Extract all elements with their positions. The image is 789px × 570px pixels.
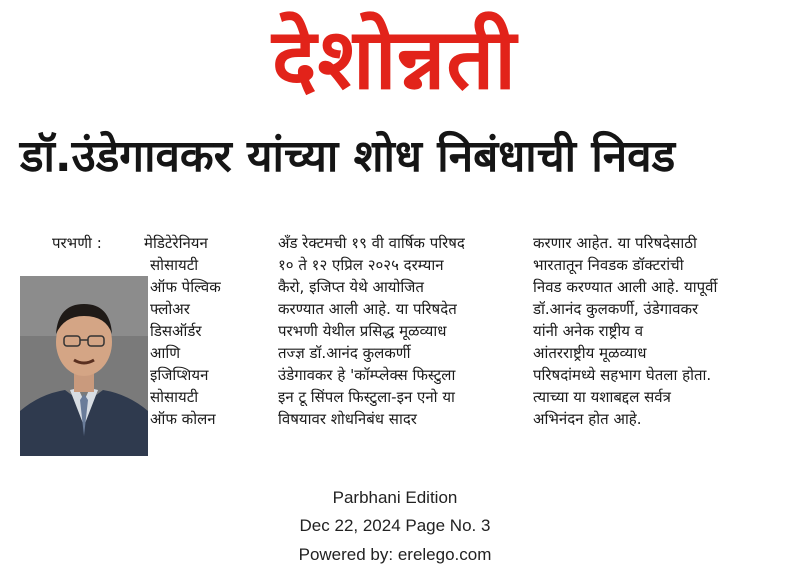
article-line: सोसायटी [150, 388, 199, 406]
article-line: करणार आहेत. या परिषदेसाठी [533, 234, 697, 252]
article-line: फ्लोअर [150, 300, 190, 318]
article-line: डॉ.आनंद कुलकर्णी, उंडेगावकर [533, 300, 699, 318]
headline: डॉ.उंडेगावकर यांच्या शोध निबंधाची निवड [20, 131, 676, 182]
article-line: त्याच्या या यशाबद्दल सर्वत्र [533, 388, 671, 406]
article-line: विषयावर शोधनिबंध सादर [278, 410, 417, 428]
article-column-3 [533, 232, 765, 430]
article-line: आणि [150, 344, 181, 362]
article-line: इजिप्शियन [150, 366, 209, 384]
article-line: भारतातून निवडक डॉक्टरांची [533, 256, 684, 274]
article-line: इन टू सिंपल फिस्टुला-इन एनो या [278, 388, 455, 406]
masthead-title: देशोन्नती [272, 10, 517, 108]
article-line: अँड रेक्टमची १९ वी वार्षिक परिषद [278, 234, 465, 252]
article-line: ऑफ पेल्विक [150, 278, 221, 296]
article-line: अभिनंदन होत आहे. [533, 410, 642, 428]
article-line: तज्ज्ञ डॉ.आनंद कुलकर्णी [278, 344, 411, 362]
date-page-label: Dec 22, 2024 Page No. 3 [299, 516, 491, 535]
article-line: ऑफ कोलन [150, 410, 216, 428]
dateline: परभणी : [52, 234, 102, 252]
article-line: सोसायटी [150, 256, 199, 274]
masthead [0, 0, 789, 118]
article-column-2 [278, 232, 510, 430]
author-photo [20, 276, 148, 456]
article-line: कैरो, इजिप्त येथे आयोजित [278, 278, 424, 296]
article-line: उंडेगावकर हे 'कॉम्प्लेक्स फिस्टुला [278, 366, 456, 384]
article-line: मेडिटेरेनियन [144, 234, 208, 252]
article-line: डिसऑर्डर [150, 322, 202, 340]
article-line: १० ते १२ एप्रिल २०२५ दरम्यान [278, 256, 444, 274]
powered-by-label: Powered by: erelego.com [298, 545, 492, 564]
article-line: आंतरराष्ट्रीय मूळव्याध [533, 344, 647, 362]
article-line: यांनी अनेक राष्ट्रीय व [533, 322, 644, 340]
article-line: करण्यात आली आहे. या परिषदेत [278, 300, 457, 318]
article-line: परभणी येथील प्रसिद्ध मूळव्याध [278, 322, 447, 340]
edition-label: Parbhani Edition [332, 488, 458, 507]
article-line: निवड करण्यात आली आहे. यापूर्वी [533, 278, 718, 296]
article-column-1 [144, 232, 260, 430]
article-line: परिषदांमध्ये सहभाग घेतला होता. [533, 366, 712, 384]
portrait-image [20, 276, 148, 456]
